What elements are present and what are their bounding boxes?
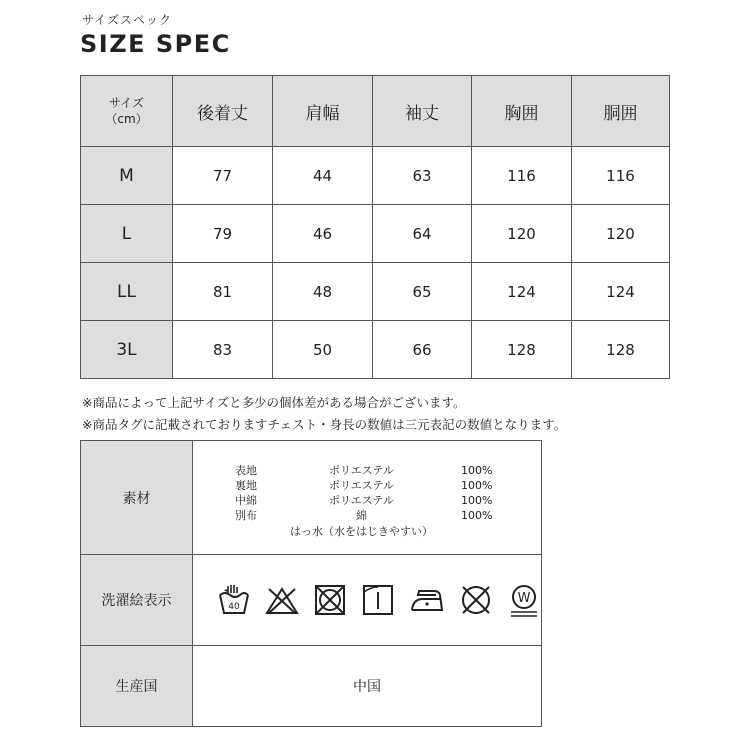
material-part: 表地 — [235, 463, 257, 477]
material-percent: 100% — [461, 478, 493, 492]
care-icon-list — [193, 555, 541, 645]
origin-row — [81, 646, 542, 727]
note-tag-measurement: ※商品タグに記載されておりますチェスト・身長の数値は三元表記の数値となります。 — [82, 417, 567, 432]
table-cell: 128 — [472, 321, 572, 379]
table-row — [81, 321, 670, 379]
material-percent: 100% — [461, 493, 493, 507]
hand-wash-temperature: 40 — [228, 602, 240, 612]
material-note-line — [193, 524, 541, 539]
table-row — [81, 205, 670, 263]
table-cell: 83 — [173, 321, 273, 379]
material-label: 素材 — [81, 441, 193, 555]
hand-wash-icon — [217, 583, 251, 617]
table-cell: 66 — [373, 321, 472, 379]
table-cell: 116 — [472, 147, 572, 205]
page-subtitle: サイズスペック — [82, 13, 173, 27]
size-column-header — [81, 76, 173, 147]
iron-low-icon — [409, 583, 445, 617]
table-cell: 65 — [373, 263, 472, 321]
no-bleach-icon — [265, 583, 299, 617]
table-cell: 64 — [373, 205, 472, 263]
material-line — [193, 478, 541, 493]
material-part: 別布 — [235, 508, 257, 522]
table-cell: 124 — [572, 263, 670, 321]
no-tumble-dry-icon — [313, 583, 347, 617]
wet-clean-letter: W — [517, 591, 531, 606]
material-value — [193, 441, 542, 555]
unit-label: （cm） — [105, 112, 148, 126]
size-label: LL — [81, 263, 173, 321]
size-label: L — [81, 205, 173, 263]
origin-label: 生産国 — [81, 646, 193, 727]
page-title: SIZE SPEC — [80, 30, 231, 58]
material-part: 中綿 — [235, 493, 257, 507]
size-spec-table — [80, 75, 670, 379]
material-part: 裏地 — [235, 478, 257, 492]
material-fabric: ポリエステル — [328, 478, 394, 492]
wet-clean-icon — [507, 583, 541, 617]
table-row — [81, 263, 670, 321]
product-info-table — [80, 440, 542, 727]
table-row — [81, 147, 670, 205]
table-cell: 124 — [472, 263, 572, 321]
care-value — [193, 555, 542, 646]
table-cell: 81 — [173, 263, 273, 321]
material-line — [193, 508, 541, 523]
table-cell: 79 — [173, 205, 273, 263]
care-row — [81, 555, 542, 646]
material-note: はっ水（水をはじきやすい） — [290, 524, 433, 538]
table-cell: 120 — [572, 205, 670, 263]
table-cell: 77 — [173, 147, 273, 205]
material-percent: 100% — [461, 463, 493, 477]
table-cell: 50 — [273, 321, 373, 379]
no-dry-clean-icon — [459, 583, 493, 617]
size-label: M — [81, 147, 173, 205]
hang-dry-icon — [361, 583, 395, 617]
column-header: 後着丈 — [173, 76, 273, 147]
table-cell: 46 — [273, 205, 373, 263]
material-fabric: ポリエステル — [328, 493, 394, 507]
column-header: 胴囲 — [572, 76, 670, 147]
column-header: 胸囲 — [472, 76, 572, 147]
table-cell: 120 — [472, 205, 572, 263]
care-label: 洗濯絵表示 — [81, 555, 193, 646]
size-label: 3L — [81, 321, 173, 379]
material-fabric: 綿 — [356, 508, 367, 522]
table-cell: 63 — [373, 147, 472, 205]
note-individual-difference: ※商品によって上記サイズと多少の個体差がある場合がございます。 — [82, 395, 466, 410]
material-percent: 100% — [461, 508, 493, 522]
column-header: 袖丈 — [373, 76, 472, 147]
table-header-row — [81, 76, 670, 147]
table-cell: 116 — [572, 147, 670, 205]
table-cell: 48 — [273, 263, 373, 321]
table-cell: 44 — [273, 147, 373, 205]
table-cell: 128 — [572, 321, 670, 379]
size-header-label: サイズ — [108, 96, 145, 110]
origin-value: 中国 — [193, 646, 542, 727]
column-header: 肩幅 — [273, 76, 373, 147]
material-line — [193, 463, 541, 478]
material-row — [81, 441, 542, 555]
material-fabric: ポリエステル — [328, 463, 394, 477]
material-line — [193, 493, 541, 508]
